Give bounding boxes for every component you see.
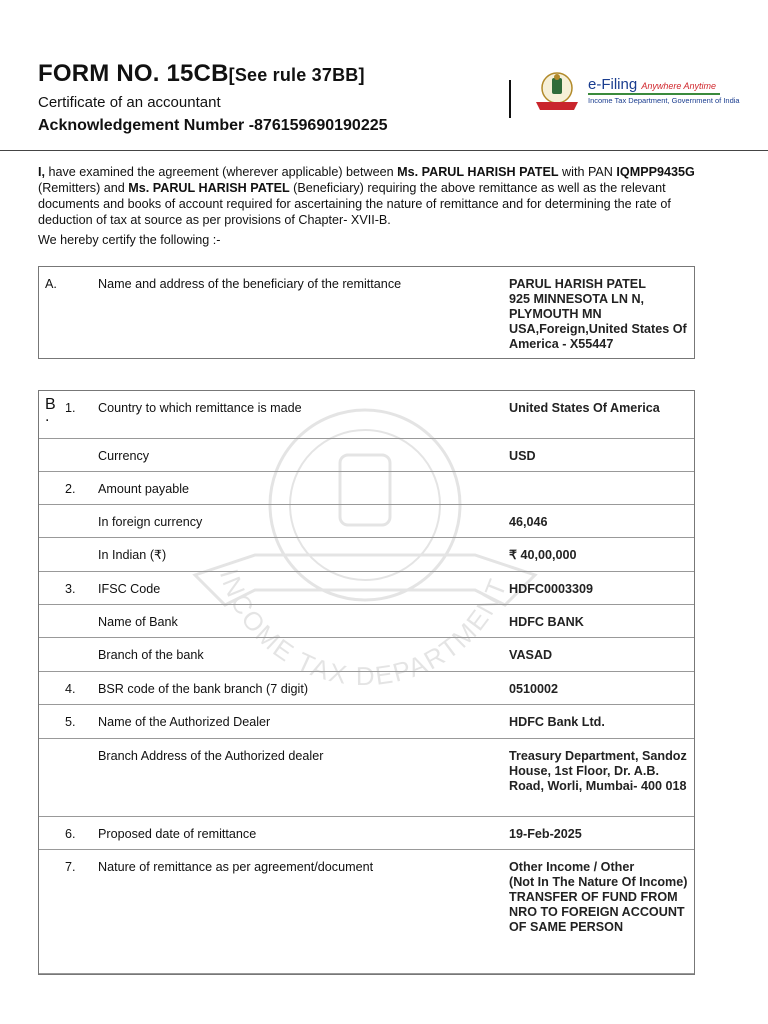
watermark-text: INCOME TAX DEPARTMENT [213, 565, 514, 685]
section-b-marker: B . [45, 396, 56, 425]
table-row [39, 439, 694, 472]
certify-statement: We hereby certify the following :- [38, 233, 221, 247]
row-label: Proposed date of remittance [98, 827, 257, 841]
row-number: 5. [65, 715, 76, 729]
row-label: Nature of remittance as per agreement/document [98, 860, 374, 874]
row-label: Name of the Authorized Dealer [98, 715, 271, 729]
remitter-pan: IQMPP9435G [616, 165, 695, 179]
table-row [39, 739, 694, 817]
intro-text-1: have examined the agreement (wherever applicable) between [45, 165, 398, 179]
empty-row [39, 974, 694, 988]
form-subtitle: Certificate of an accountant [38, 94, 221, 111]
row-label: Branch Address of the Authorized dealer [98, 749, 324, 763]
row-number: 4. [65, 682, 76, 696]
row-label: Currency [98, 449, 150, 463]
section-b-table [38, 390, 695, 975]
rule-reference: [See rule 37BB] [228, 65, 365, 85]
ack-number: 876159690190225 [254, 117, 388, 134]
table-row [39, 391, 694, 439]
intro-text-4: (Beneficiary) requiring the above remittance as well as the relevant documents and books of account required for ascertaining the nature of remittance and for determining the rate of deduction of tax at source as per provisions of Chapter- XVII-B. [38, 181, 671, 227]
table-row [39, 817, 694, 850]
form-title [38, 60, 365, 88]
efiling-underline [588, 93, 720, 95]
table-row [39, 472, 694, 505]
row-value: Treasury Department, Sandoz House, 1st Floor, Dr. A.B. Road, Worli, Mumbai- 400 018 [509, 749, 687, 793]
section-a-table [38, 266, 695, 359]
efiling-logo-text [588, 76, 716, 93]
ack-label: Acknowledgement Number - [38, 117, 255, 134]
form-number: FORM NO. 15CB [38, 60, 229, 87]
row-label: Amount payable [98, 482, 190, 496]
row-number: 3. [65, 582, 76, 596]
row-number: 6. [65, 827, 76, 841]
row-value: HDFC0003309 [509, 582, 594, 596]
section-a-marker: A. [45, 277, 57, 291]
efiling-tagline: Anywhere Anytime [641, 81, 717, 91]
beneficiary-label: Name and address of the beneficiary of the remittance [98, 277, 402, 291]
row-value: HDFC Bank Ltd. [509, 715, 605, 729]
row-value: ₹ 40,00,000 [509, 548, 577, 562]
table-row [39, 267, 694, 358]
header-rule [0, 150, 768, 151]
efiling-name: e-Filing [588, 76, 638, 93]
intro-paragraph [38, 164, 728, 228]
row-value: 0510002 [509, 682, 559, 696]
row-value: HDFC BANK [509, 615, 584, 629]
row-value: Other Income / Other (Not In The Nature Of Income) TRANSFER OF FUND FROM NRO TO FOREIGN ACCOUNT OF SAME PERSON [509, 860, 688, 934]
row-value: United States Of America [509, 401, 660, 415]
remitter-name: Ms. PARUL HARISH PATEL [397, 165, 559, 179]
header-divider [509, 80, 511, 118]
row-label: Name of Bank [98, 615, 178, 629]
table-row [39, 605, 694, 638]
table-row [39, 505, 694, 538]
intro-text-3: (Remitters) and [38, 181, 129, 195]
row-label: In Indian (₹) [98, 548, 167, 562]
row-value: USD [509, 449, 536, 463]
income-tax-emblem-icon [530, 68, 584, 116]
row-label: IFSC Code [98, 582, 161, 596]
table-row [39, 638, 694, 672]
table-row [39, 850, 694, 974]
row-number: 1. [65, 401, 76, 415]
acknowledgement-number [38, 117, 388, 135]
row-value: VASAD [509, 648, 553, 662]
efiling-department: Income Tax Department, Government of India [588, 96, 740, 105]
row-label: Country to which remittance is made [98, 401, 302, 415]
row-label: BSR code of the bank branch (7 digit) [98, 682, 309, 696]
table-row [39, 572, 694, 605]
row-label: In foreign currency [98, 515, 203, 529]
row-number: 2. [65, 482, 76, 496]
row-value: 46,046 [509, 515, 548, 529]
table-row [39, 705, 694, 739]
beneficiary-address: PARUL HARISH PATEL 925 MINNESOTA LN N, PLYMOUTH MN USA,Foreign,United States Of America - X55447 [509, 277, 687, 351]
intro-text-2: with PAN [558, 165, 617, 179]
row-number: 7. [65, 860, 76, 874]
row-value: 19-Feb-2025 [509, 827, 582, 841]
table-row [39, 538, 694, 572]
table-row [39, 672, 694, 705]
intro-i: I, [38, 165, 45, 179]
row-label: Branch of the bank [98, 648, 204, 662]
beneficiary-name: Ms. PARUL HARISH PATEL [128, 181, 290, 195]
